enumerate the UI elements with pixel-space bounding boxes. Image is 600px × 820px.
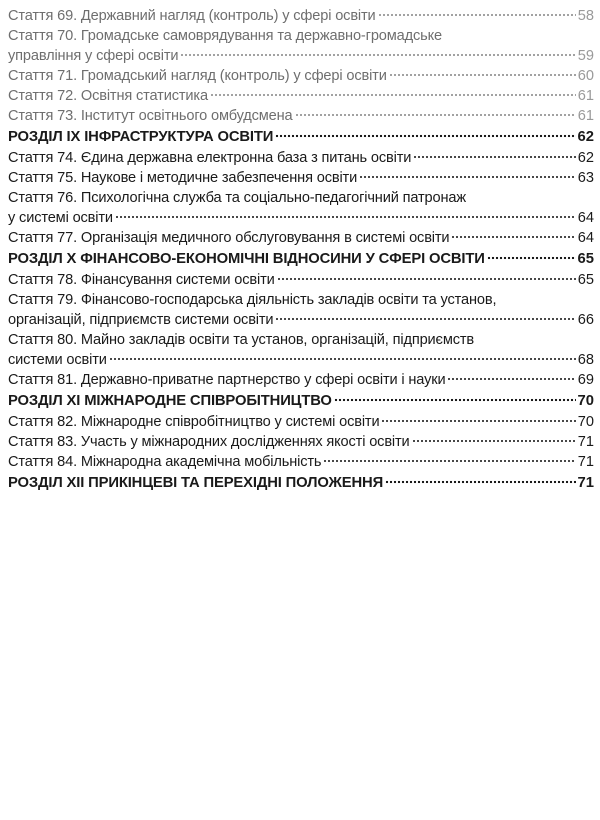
toc-entry-article-79-line-1 [8,290,594,310]
toc-entry-title: Стаття 76. Психологічна служба та соціально-педагогічний патронаж [8,190,466,206]
toc-section-x [8,249,594,270]
toc-section-title: РОЗДІЛ XII ПРИКІНЦЕВІ ТА ПЕРЕХІДНІ ПОЛОЖЕННЯ [8,475,384,491]
dot-leader [447,377,575,381]
toc-section-title: РОЗДІЛ X ФІНАНСОВО-ЕКОНОМІЧНІ ВІДНОСИНИ У СФЕРІ ОСВІТИ [8,251,485,267]
dot-leader [412,439,576,443]
toc-entry-article-80-line-2 [8,350,594,370]
toc-page-number: 58 [577,8,594,24]
toc-entry-article-83 [8,432,594,452]
toc-page-number: 60 [577,68,594,84]
toc-entry-title: Стаття 80. Майно закладів освіти та установ, організацій, підприємств [8,332,475,348]
toc-entry-article-75 [8,168,594,188]
toc-entry-article-72 [8,86,594,106]
toc-entry-article-76-line-2 [8,208,594,228]
toc-section-title: РОЗДІЛ XI МІЖНАРОДНЕ СПІВРОБІТНИЦТВО [8,393,332,409]
toc-entry-title: Стаття 82. Міжнародне співробітництво у системі освіти [8,414,380,430]
toc-entry-article-77 [8,228,594,248]
dot-leader [275,317,575,321]
toc-entry-title: Стаття 81. Державно-приватне партнерство у сфері освіти і науки [8,372,446,388]
dot-leader [451,235,575,239]
toc-entry-title-continued: організацій, підприємств системи освіти [8,312,274,328]
toc-entry-title-continued: у системі освіти [8,210,113,226]
toc-page-number: 69 [577,372,594,388]
dot-leader [295,113,576,117]
toc-page-number: 63 [577,170,594,186]
toc-entry-article-69 [8,6,594,26]
toc-entry-title: Стаття 69. Державний нагляд (контроль) у сфері освіти [8,8,376,24]
dot-leader [385,480,575,484]
toc-entry-title: Стаття 83. Участь у міжнародних дослідженнях якості освіти [8,434,410,450]
toc-page-number: 61 [577,108,594,124]
toc-entry-article-80-line-1 [8,330,594,350]
dot-leader [389,73,576,77]
toc-page-number: 64 [577,230,594,246]
toc-section-xi [8,391,594,412]
dot-leader [334,398,576,402]
toc-entry-article-76-line-1 [8,188,594,208]
toc-entry-article-84 [8,452,594,472]
toc-entry-article-73 [8,106,594,126]
toc-page-number: 71 [577,454,594,470]
toc-page-number: 70 [577,414,594,430]
dot-leader [378,13,576,17]
toc-entry-article-79-line-2 [8,310,594,330]
dot-leader [359,175,576,179]
toc-page-number: 62 [577,150,594,166]
table-of-contents [8,6,594,494]
toc-entry-title: Стаття 77. Організація медичного обслуговування в системі освіти [8,230,450,246]
toc-page-number: 71 [577,475,594,491]
dot-leader [109,357,576,361]
toc-entry-title: Стаття 73. Інститут освітнього омбудсмена [8,108,293,124]
toc-entry-title-continued: системи освіти [8,352,107,368]
toc-section-xii [8,473,594,494]
toc-entry-article-78 [8,270,594,290]
toc-page-number: 71 [577,434,594,450]
dot-leader [381,419,575,423]
dot-leader [210,93,576,97]
toc-entry-title-continued: управління у сфері освіти [8,48,179,64]
toc-page-number: 68 [577,352,594,368]
toc-entry-title: Стаття 79. Фінансово-господарська діяльність закладів освіти та установ, [8,292,497,308]
dot-leader [413,155,576,159]
toc-entry-article-74 [8,148,594,168]
toc-page-number: 61 [577,88,594,104]
toc-entry-article-70-line-1 [8,26,594,46]
dot-leader [275,134,575,138]
dot-leader [277,277,576,281]
toc-section-ix [8,127,594,148]
toc-entry-title: Стаття 72. Освітня статистика [8,88,208,104]
dot-leader [115,215,576,219]
toc-entry-article-70-line-2 [8,46,594,66]
toc-entry-title: Стаття 74. Єдина державна електронна база з питань освіти [8,150,412,166]
toc-page-number: 70 [577,393,594,409]
toc-entry-article-81 [8,370,594,390]
dot-leader [323,459,575,463]
toc-entry-title: Стаття 75. Наукове і методичне забезпечення освіти [8,170,358,186]
toc-page-number: 65 [577,272,594,288]
toc-entry-title: Стаття 84. Міжнародна академічна мобільність [8,454,322,470]
toc-entry-article-71 [8,66,594,86]
toc-page-number: 59 [577,48,594,64]
toc-page-number: 64 [577,210,594,226]
toc-page-number: 66 [577,312,594,328]
toc-entry-title: Стаття 70. Громадське самоврядування та державно-громадське [8,28,442,44]
toc-section-title: РОЗДІЛ IX ІНФРАСТРУКТУРА ОСВІТИ [8,129,274,145]
toc-page-number: 62 [577,129,594,145]
dot-leader [487,256,576,260]
toc-page-number: 65 [577,251,594,267]
toc-entry-article-82 [8,412,594,432]
dot-leader [180,53,575,57]
toc-entry-title: Стаття 71. Громадський нагляд (контроль) у сфері освіти [8,68,387,84]
toc-entry-title: Стаття 78. Фінансування системи освіти [8,272,275,288]
